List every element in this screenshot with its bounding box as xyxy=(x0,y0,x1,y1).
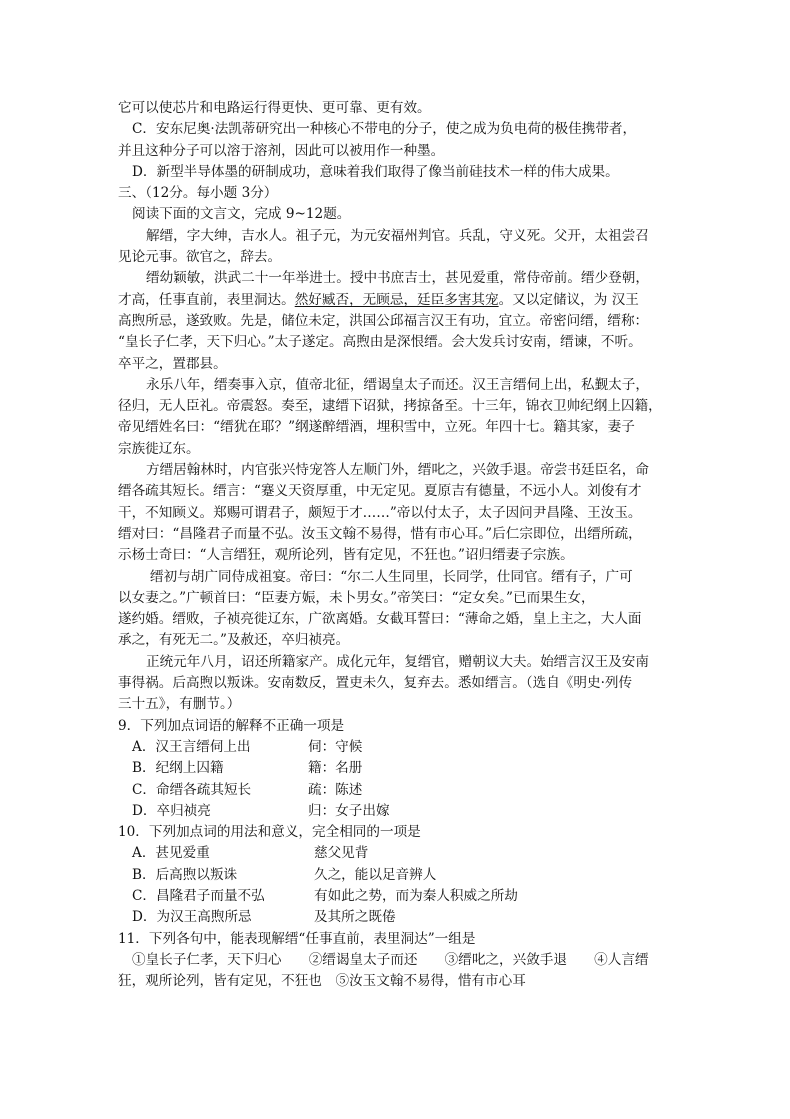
passage-line: 承之，有死无二。”及赦还，卒归祯亮。 xyxy=(118,632,350,649)
passage-line: 高煦所忌，遂致败。先是，储位未定，洪国公邱福言汉王有功，宜立。帝密问缙，缙称： xyxy=(118,312,649,329)
question-11: 11．下列各句中，能表现解缙“任事直前，表里洞达”一组是 xyxy=(118,930,476,947)
instruction-line: 阅读下面的文言文，完成 9~12题。 xyxy=(132,206,351,223)
passage-line: 示杨士奇曰：“人言缙狂，观所论列，皆有定见，不狂也。”诏归缙妻子宗族。 xyxy=(118,547,574,564)
q11-choices-line: ①皇长子仁孝，天下归心 ②缙谒皇太子而还 ③缙叱之，兴敛手退 ④人言缙 xyxy=(132,951,649,968)
passage-line: “皇长子仁孝，天下归心。”太子遂定。高煦由是深恨缙。会大发兵讨安南，缙谏，不听。 xyxy=(118,334,642,351)
option-text: A．汉王言缙伺上出 xyxy=(132,738,251,755)
section-heading: 三、（12分。每小题 3分） xyxy=(118,185,278,202)
option-c-line: C．安东尼奥·法凯蒂研究出一种核心不带电的分子，使之成为负电荷的极佳携带者， xyxy=(132,121,637,138)
passage-line: 缙初与胡广同侍成祖宴。帝曰：“尔二人生同里，长同学，仕同官。缙有子，广可 xyxy=(150,568,633,585)
q10-option-b xyxy=(118,865,678,886)
option-compare: 及其所之既倦 xyxy=(314,909,396,926)
document-page xyxy=(118,98,678,992)
option-gloss: 归：女子出嫁 xyxy=(308,802,390,819)
passage-line: 缙各疏其短长。缙言：“蹇义天资厚重，中无定见。夏原吉有德量，不远小人。刘俊有才 xyxy=(118,483,642,500)
q11-choices-line: 狂，观所论列，皆有定见，不狂也 ⑤汝玉文翰不易得，惜有市心耳 xyxy=(118,973,526,990)
text-line: 并且这种分子可以溶于溶剂，因此可以被用作一种墨。 xyxy=(118,142,445,159)
option-text: B．后高煦以叛诛 xyxy=(132,866,238,883)
passage-line: 事得祸。后高煦以叛诛。安南数反，置吏未久，复弃去。悉如缙言。（选自《明史·列传 xyxy=(118,675,633,692)
passage-line: 干，不知顾义。郑赐可谓君子，颇短于才……”帝以付太子，太子因问尹昌隆、王汝玉。 xyxy=(118,504,642,521)
option-compare: 久之，能以足音辨人 xyxy=(314,866,437,883)
q9-option-d xyxy=(118,801,678,822)
option-text: C．命缙各疏其短长 xyxy=(132,781,252,798)
q10-option-c xyxy=(118,886,678,907)
passage-line: 三十五》，有删节。） xyxy=(118,696,241,713)
passage-line: 径归，无人臣礼。帝震怒。奏至，逮缙下诏狱，拷掠备至。十三年，锦衣卫帅纪纲上囚籍， xyxy=(118,398,662,415)
text-line: 它可以使芯片和电路运行得更快、更可靠、更有效。 xyxy=(118,100,431,116)
question-10: 10．下列加点词的用法和意义，完全相同的一项是 xyxy=(118,824,421,841)
q9-option-c xyxy=(118,780,678,801)
option-text: D．为汉王高煦所忌 xyxy=(132,909,252,926)
q10-option-d xyxy=(118,907,678,928)
question-9: 9．下列加点词语的解释不正确一项是 xyxy=(118,717,345,734)
option-text: B．纪纲上囚籍 xyxy=(132,760,224,777)
passage-line: 见论元事。欲官之，辞去。 xyxy=(118,249,282,266)
option-text: C．昌隆君子而量不弘 xyxy=(132,887,265,904)
passage-line: 以女妻之。”广顿首曰：“臣妻方娠，未卜男女。”帝笑曰：“定女矣。”已而果生女， xyxy=(118,589,595,606)
passage-line: 卒平之，置郡县。 xyxy=(118,355,227,372)
passage-line: 解缙，字大绅，吉水人。祖子元，为元安福州判官。兵乱，守义死。父开，太祖尝召 xyxy=(146,227,649,244)
option-gloss: 疏：陈述 xyxy=(308,781,363,798)
passage-line xyxy=(118,290,678,311)
passage-line: 宗族徙辽东。 xyxy=(118,440,200,457)
option-gloss: 伺：守候 xyxy=(308,738,363,755)
option-compare: 有如此之势，而为秦人积威之所劫 xyxy=(314,887,518,904)
passage-segment: 才高，任事直前，表里洞达。 xyxy=(118,291,295,308)
passage-segment: 。又以定储议，为 汉王 xyxy=(498,291,639,308)
passage-line: 缙幼颖敏，洪武二十一年举进士。授中书庶吉士，甚见爱重，常侍帝前。缙少登朝， xyxy=(146,270,649,287)
passage-line: 缙对曰：“昌隆君子而量不弘。汝玉文翰不易得，惜有市心耳。”后仁宗即位，出缙所疏， xyxy=(118,525,642,542)
underlined-sentence: 然好臧否，无顾忌，廷臣多害其宠 xyxy=(294,291,499,308)
passage-line: 遂约婚。缙败，子祯亮徙辽东，广欲离婚。女截耳誓曰：“薄命之婚，皇上主之，大人面 xyxy=(118,611,642,628)
q9-option-b xyxy=(118,758,678,779)
option-text: D．卒归祯亮 xyxy=(132,802,211,819)
passage-line: 帝见缙姓名曰：“缙犹在耶？”纲遂醉缙酒，埋积雪中，立死。年四十七。籍其家，妻子 xyxy=(118,419,635,436)
q9-option-a xyxy=(118,737,678,758)
passage-line: 永乐八年，缙奏事入京，值帝北征，缙谒皇太子而还。汉王言缙伺上出，私觐太子， xyxy=(146,376,649,393)
option-d-line: D．新型半导体墨的研制成功，意味着我们取得了像当前硅技术一样的伟大成果。 xyxy=(132,163,619,180)
passage-line: 方缙居翰林时，内官张兴恃宠答人左顺门外，缙叱之，兴敛手退。帝尝书廷臣名，命 xyxy=(146,462,649,479)
option-compare: 慈父见背 xyxy=(314,845,369,862)
passage-line: 正统元年八月，诏还所籍家产。成化元年，复缙官，赠朝议大夫。始缙言汉王及安南 xyxy=(146,653,649,670)
option-text: A．甚见爱重 xyxy=(132,845,210,862)
q10-option-a xyxy=(118,843,678,864)
option-gloss: 籍：名册 xyxy=(308,760,363,777)
